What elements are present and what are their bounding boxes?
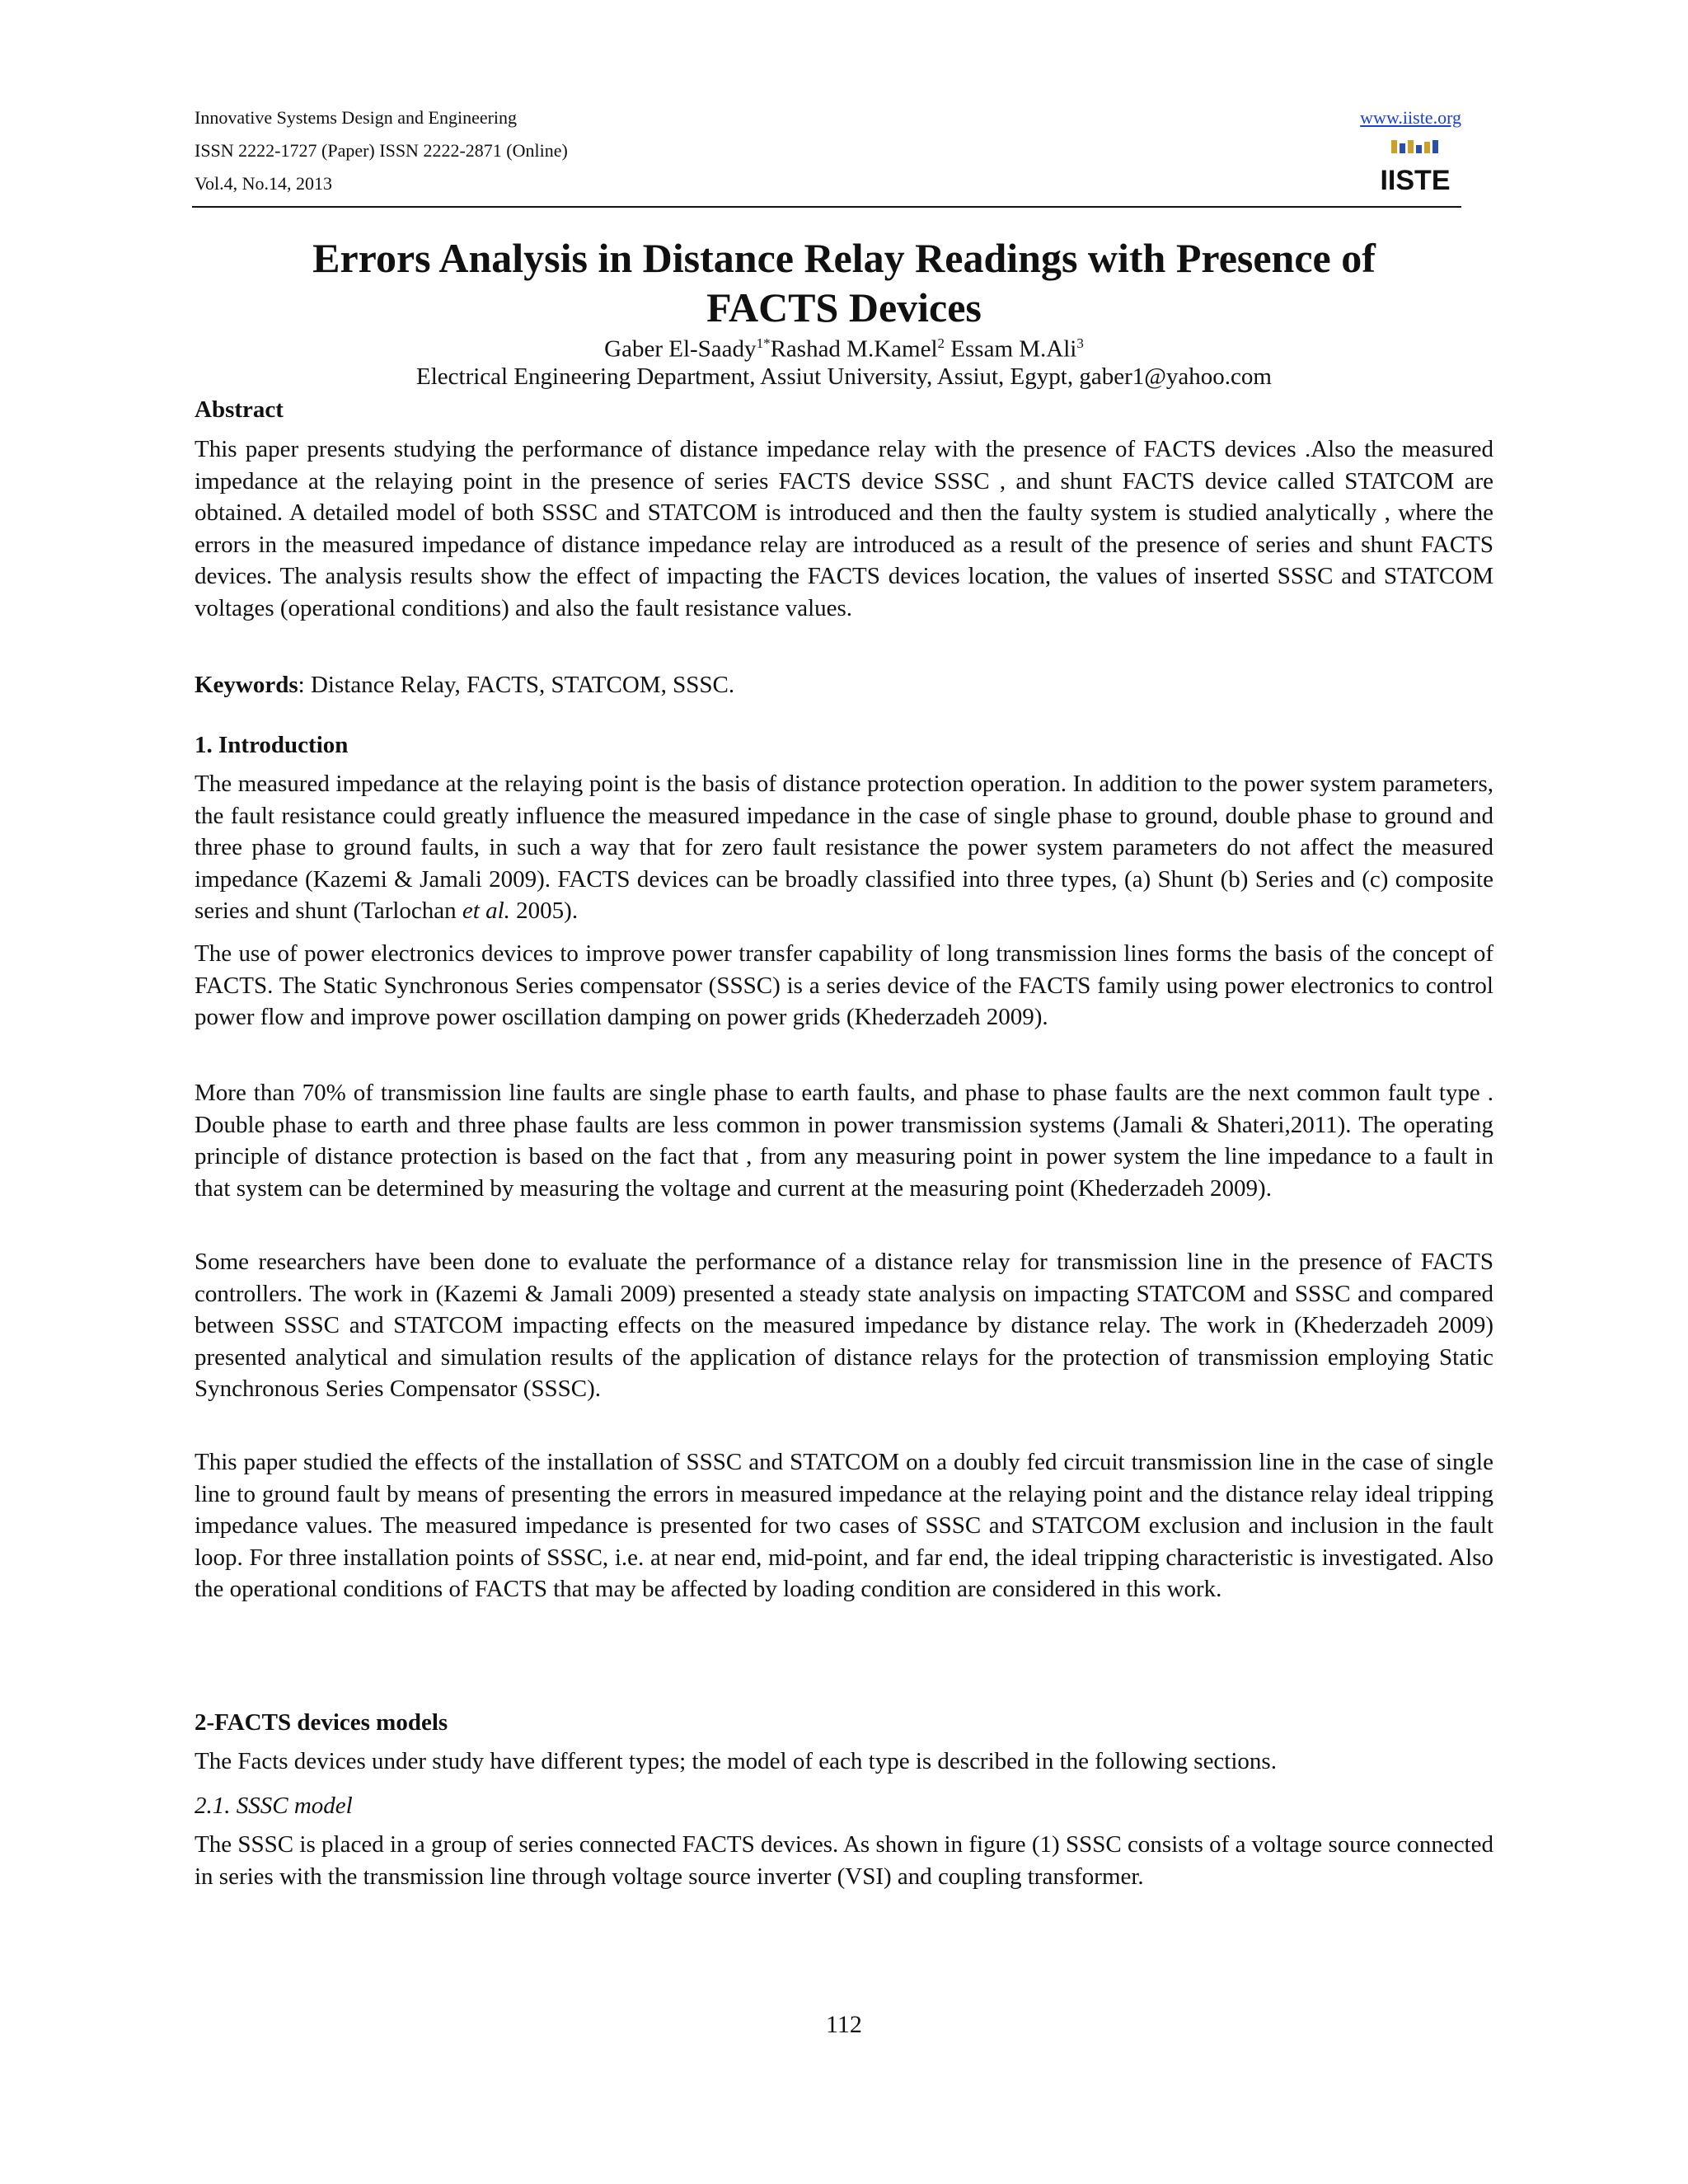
intro-p1-italic: et al. (462, 898, 510, 924)
affiliation: Electrical Engineering Department, Assiut University, Assiut, Egypt, gaber1@yahoo.com (416, 363, 1272, 390)
paper-title-line1: Errors Analysis in Distance Relay Readings with Presence of (312, 235, 1376, 281)
author-1-affil: 1* (756, 335, 771, 351)
keywords (195, 671, 734, 699)
intro-paragraph-5: This paper studied the effects of the installation of SSSC and STATCOM on a doubly fed circuit transmission line in the case of single line to ground fault by means of presenting the errors in measured impedance at the relaying point and the distance relay ideal tripping impedance values. The measured impedance is presented for two cases of SSSC and STATCOM exclusion and inclusion in the fault loop. For three installation points of SSSC, i.e. at near end, mid-point, and far end, the ideal tripping characteristic is investigated. Also the operational conditions of FACTS that may be affected by loading condition are considered in this work. (195, 1449, 1493, 1602)
journal-volume: Vol.4, No.14, 2013 (195, 173, 333, 194)
keywords-text: : Distance Relay, FACTS, STATCOM, SSSC. (298, 672, 735, 698)
author-2-affil: 2 (937, 335, 945, 351)
journal-issn: ISSN 2222-1727 (Paper) ISSN 2222-2871 (Online) (195, 140, 568, 161)
header-divider (192, 206, 1461, 208)
intro-paragraph-3: More than 70% of transmission line faults are single phase to earth faults, and phase to phase faults are the next common fault type . Double phase to earth and three phase faults are less common in power transmission systems (Jamali & Shateri,2011). The operating principle of distance protection is based on the fact that , from any measuring point in power system the line impedance to a fault in that system can be determined by measuring the voltage and current at the measuring point (Khederzadeh 2009). (195, 1080, 1493, 1202)
author-2: Rashad M.Kamel (770, 335, 938, 363)
iiste-logo (1380, 138, 1451, 196)
abstract-heading: Abstract (195, 396, 284, 423)
author-1: Gaber El-Saady (604, 335, 757, 363)
intro-heading: 1. Introduction (195, 732, 349, 758)
intro-paragraph-4: Some researchers have been done to evaluate the performance of a distance relay for transmission line in the presence of FACTS controllers. The work in (Kazemi & Jamali 2009) presented a steady state analysis on impacting STATCOM and SSSC and compared between SSSC and STATCOM impacting effects on the measured impedance by distance relay. The work in (Khederzadeh 2009) presented analytical and simulation results of the application of distance relays for the protection of transmission employing Static Synchronous Series Compensator (SSSC). (195, 1249, 1493, 1402)
intro-p1-text: The measured impedance at the relaying point is the basis of distance protection operation. In addition to the power system parameters, the fault resistance could greatly influence the measured impedance in the case of single phase to ground, double phase to ground and three phase to ground faults, in such a way that for zero fault resistance the power system parameters do not affect the measured impedance (Kazemi & Jamali 2009). FACTS devices can be broadly classified into three types, (a) Shunt (b) Series and (c) composite series and shunt (Tarlochan (195, 771, 1493, 924)
paper-title-line2: FACTS Devices (706, 284, 982, 330)
section2-paragraph-1: The Facts devices under study have different types; the model of each type is described in the following sections. (195, 1748, 1277, 1774)
author-list (195, 330, 1493, 363)
journal-name: Innovative Systems Design and Engineering (195, 107, 518, 128)
paper-title (195, 233, 1493, 332)
section2-heading: 2-FACTS devices models (195, 1709, 448, 1736)
page-number: 112 (826, 2011, 862, 2038)
abstract-text: This paper presents studying the performance of distance impedance relay with the presence of FACTS devices .Also the measured impedance at the relaying point in the presence of series FACTS device SSSC , and shunt FACTS device called STATCOM are obtained. A detailed model of both SSSC and STATCOM is introduced and then the faulty system is studied analytically , where the errors in the measured impedance of distance impedance relay are introduced as a result of the presence of series and shunt FACTS devices. The analysis results show the effect of impacting the FACTS devices location, the values of inserted SSSC and STATCOM voltages (operational conditions) and also the fault resistance values. (195, 436, 1493, 621)
section2-paragraph-2: The SSSC is placed in a group of series connected FACTS devices. As shown in figure (1) SSSC consists of a voltage source connected in series with the transmission line through voltage source inverter (VSI) and coupling transformer. (195, 1831, 1493, 1890)
svg-text:IISTE: IISTE (1380, 165, 1451, 196)
intro-paragraph-1 (195, 768, 1493, 927)
keywords-label: Keywords (195, 672, 298, 698)
intro-p1-end: 2005). (509, 898, 579, 924)
intro-paragraph-2: The use of power electronics devices to improve power transfer capability of long transmission lines forms the basis of the concept of FACTS. The Static Synchronous Series compensator (SSSC) is a series device of the FACTS family using power electronics to control power flow and improve power oscillation damping on power grids (Khederzadeh 2009). (195, 940, 1493, 1030)
author-3-affil: 3 (1076, 335, 1084, 351)
sssc-model-heading: 2.1. SSSC model (195, 1793, 353, 1819)
journal-website-link[interactable]: www.iiste.org (1360, 107, 1461, 128)
author-3: Essam M.Ali (945, 335, 1077, 363)
